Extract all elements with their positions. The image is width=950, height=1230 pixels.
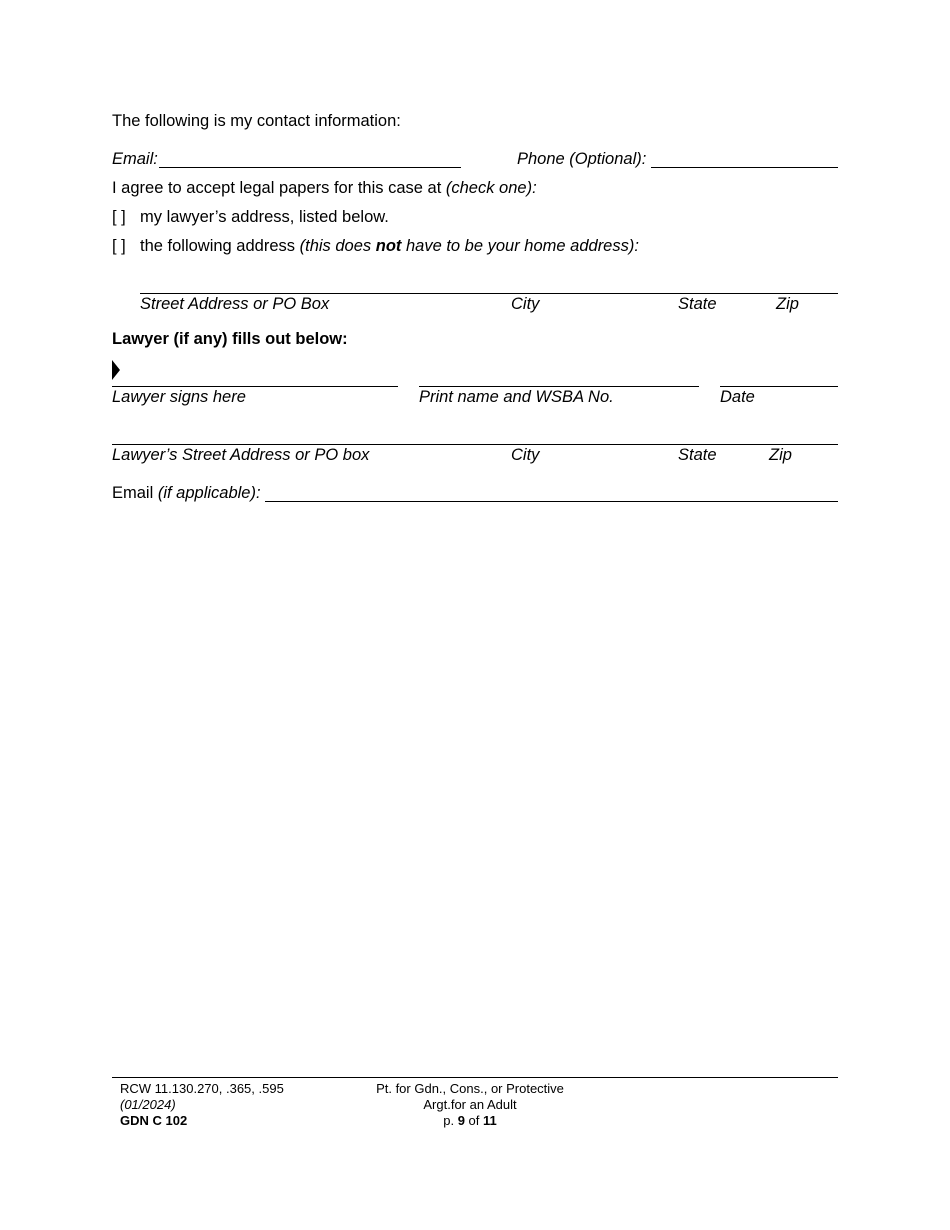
option-lawyer-address-checkbox[interactable]: [ ] xyxy=(112,208,126,226)
lawyer-zip-label: Zip xyxy=(769,446,792,464)
lawyer-email-note: (if applicable): xyxy=(157,484,261,502)
option2-text: the following address xyxy=(140,237,300,255)
agree-note: (check one): xyxy=(445,179,537,197)
page-total: 11 xyxy=(483,1113,497,1128)
option2-note-emphasis: not xyxy=(375,237,402,255)
page-of: of xyxy=(464,1113,484,1128)
email-field[interactable] xyxy=(159,167,461,168)
agree-text: I agree to accept legal papers for this case at xyxy=(112,179,446,197)
option-other-address-label xyxy=(140,237,639,256)
footer-rule xyxy=(112,1077,838,1078)
phone-label: Phone (Optional): xyxy=(517,150,647,168)
lawyer-street-label: Lawyer’s Street Address or PO box xyxy=(112,446,370,464)
zip-label: Zip xyxy=(776,295,799,313)
footer-page-number xyxy=(350,1113,590,1128)
footer-form-id: GDN C 102 xyxy=(120,1113,188,1128)
footer-rcw: RCW 11.130.270, .365, .595 xyxy=(120,1081,284,1096)
option2-note-c: have to be your home address): xyxy=(401,237,639,255)
footer-title-line1: Pt. for Gdn., Cons., or Protective xyxy=(376,1081,564,1096)
contact-intro: The following is my contact information: xyxy=(112,112,401,130)
lawyer-email-label xyxy=(112,484,261,503)
lawyer-date-field[interactable] xyxy=(720,386,838,387)
lawyer-state-label: State xyxy=(678,446,717,464)
page-prefix: p. xyxy=(443,1113,458,1128)
street-address-label: Street Address or PO Box xyxy=(140,295,330,313)
lawyer-sign-label: Lawyer signs here xyxy=(112,388,246,406)
footer-revision-date: (01/2024) xyxy=(120,1097,176,1112)
alternate-address-field[interactable] xyxy=(140,293,838,294)
lawyer-address-field[interactable] xyxy=(112,444,838,445)
lawyer-name-label: Print name and WSBA No. xyxy=(419,388,614,406)
lawyer-city-label: City xyxy=(511,446,540,464)
option2-note-a: (this does xyxy=(299,237,376,255)
option-other-address-checkbox[interactable]: [ ] xyxy=(112,237,126,255)
lawyer-name-wsba-field[interactable] xyxy=(419,386,699,387)
phone-field[interactable] xyxy=(651,167,838,168)
option-lawyer-address-label: my lawyer’s address, listed below. xyxy=(140,208,389,226)
state-label: State xyxy=(678,295,717,313)
lawyer-email-field[interactable] xyxy=(265,501,838,502)
agree-statement xyxy=(112,179,537,198)
page-current: 9 xyxy=(457,1113,465,1128)
sign-here-arrow-icon xyxy=(112,360,120,380)
city-label: City xyxy=(511,295,540,313)
email-label: Email: xyxy=(112,150,158,168)
lawyer-section-heading: Lawyer (if any) fills out below: xyxy=(112,330,348,348)
footer-title-line2: Argt.for an Adult xyxy=(423,1097,517,1112)
lawyer-date-label: Date xyxy=(720,388,755,406)
lawyer-signature-field[interactable] xyxy=(112,386,398,387)
lawyer-email-text: Email xyxy=(112,484,158,502)
